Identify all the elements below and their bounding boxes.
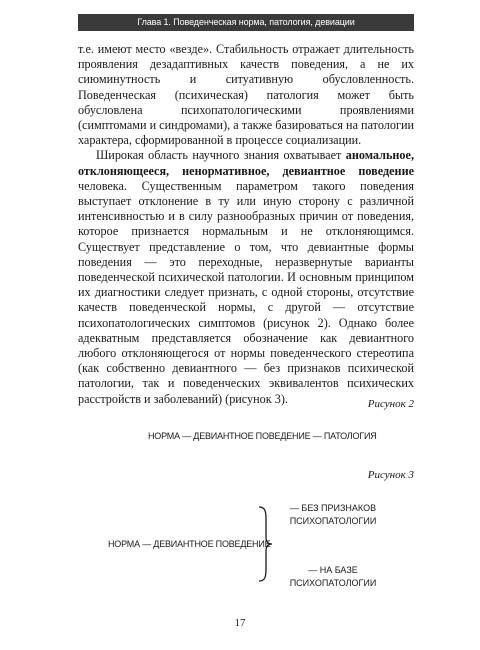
paragraph-2 — [78, 148, 414, 406]
figure-3-branch-top — [283, 502, 383, 528]
branch-top-line-1: — БЕЗ ПРИЗНАКОВ — [289, 503, 377, 513]
branch-top-line-2: ПСИХОПАТОЛОГИИ — [289, 516, 377, 526]
paragraph-1: т.е. имеют место «везде». Стабильность отражает длительность проявления дезадаптивных качеств поведения, а не их сиюминутность и ситуативную обусловленность. Поведенческая (психическая) патология может быть обусловлена психопатологическими проявлениями (симптомами и синдромами), а также базироваться на патологии характера, сформированной в процессе социализации. — [78, 42, 414, 148]
paragraph-2-rest: человека. Существенным параметром такого поведения выступает отклонение в ту или иную сторону с различной интенсивностью и в силу разнообразных причин от поведения, которое признается нормальным и не отклоняющимся. Существует представление о том, что девиантные формы поведения — это переходные, неразвернутые варианты поведенческой психической патологии. И основным принципом их диагностики следует признать, с одной стороны, отсутствие качеств поведенческой нормы, с другой — отсутствие психопатологических симптомов (рисунок 2). Однако более адекватным представляется обозначение как девиантного любого отклоняющегося от нормы поведенческого стереотипа (как собственно девиантного — без признаков психической патологии, так и поведенческих эквивалентов психических расстройств и заболеваний) (рисунок 3). — [78, 178, 414, 406]
curly-brace-icon — [256, 505, 278, 583]
page-number: 17 — [234, 617, 246, 629]
figure-3-branch-bottom — [283, 564, 383, 590]
figure-2-text: НОРМА — ДЕВИАНТНОЕ ПОВЕДЕНИЕ — ПАТОЛОГИЯ — [148, 431, 377, 441]
figure-3-caption: Рисунок 3 — [367, 469, 414, 481]
figure-2-caption: Рисунок 2 — [367, 398, 414, 410]
running-header: Глава 1. Поведенческая норма, патология, девиации — [78, 14, 414, 31]
paragraph-2-lead: Широкая область научного знания охватывает — [96, 148, 346, 163]
paragraph-2-bold-terms: аномальное, отклоняющееся, ненормативное, девиантное поведение — [78, 148, 414, 178]
body-text — [78, 42, 414, 407]
branch-bottom-line-1: — НА БАЗЕ — [308, 565, 358, 575]
branch-bottom-line-2: ПСИХОПАТОЛОГИИ — [289, 578, 377, 588]
figure-3-left-text: НОРМА — ДЕВИАНТНОЕ ПОВЕДЕНИЕ — [108, 539, 271, 549]
